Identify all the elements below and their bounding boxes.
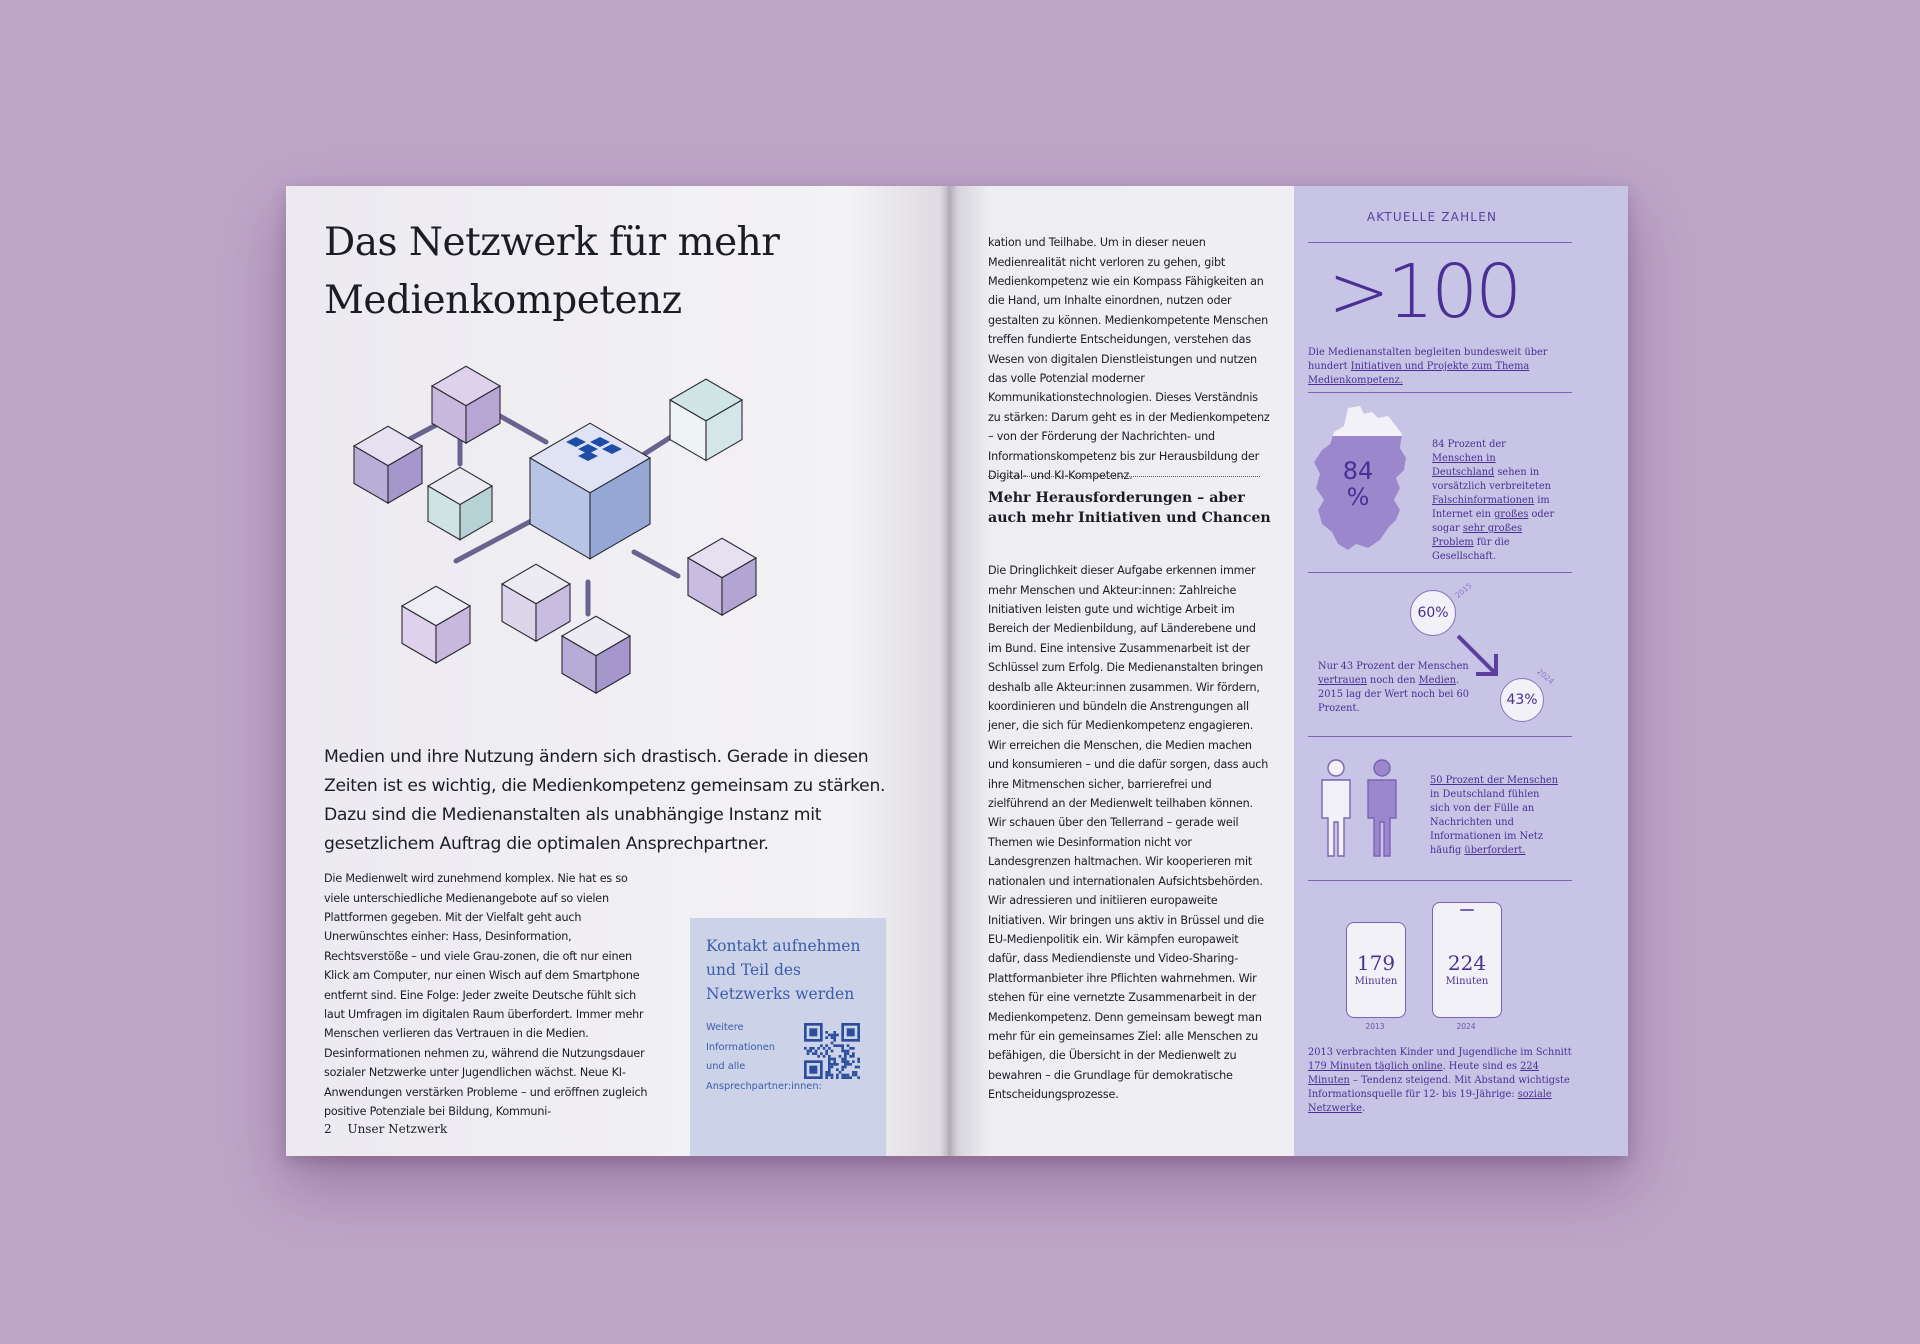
us-t1: 2013 verbrachten Kinder und Jugendliche im Schnitt — [1308, 1047, 1572, 1058]
dis-t2[interactable]: Menschen in Deutschland — [1432, 453, 1496, 478]
trust-2024-year: 2024 — [1535, 666, 1556, 687]
trust-t1: Nur 43 Prozent der Menschen — [1318, 661, 1469, 672]
cube-center — [530, 423, 650, 559]
usage-2024-year: 2024 — [1456, 1022, 1476, 1031]
page-title: Das Netzwerk für mehr Medienkompetenz — [324, 220, 780, 323]
stats-rule — [1308, 736, 1572, 737]
stats-rule — [1308, 392, 1572, 393]
cube-museum — [688, 538, 756, 615]
phone-2013 — [1346, 922, 1406, 1018]
cube-teal — [428, 467, 492, 539]
section-name: Unser Netzwerk — [347, 1122, 448, 1136]
trust-2015-year: 2015 — [1453, 580, 1474, 601]
stats-rule — [1308, 880, 1572, 881]
stats-rule — [1308, 572, 1572, 573]
disinformation-value: 84 — [1342, 457, 1374, 485]
disinformation-text — [1432, 438, 1558, 564]
left-page — [286, 186, 948, 1156]
dis-t3: sehen in vorsätzlich verbreiteten — [1432, 467, 1551, 492]
dis-t7: oder sogar — [1432, 509, 1555, 534]
dis-t8[interactable]: sehr großes Problem — [1432, 523, 1522, 548]
phone-2024 — [1432, 902, 1502, 1018]
usage-2013-unit: Minuten — [1354, 976, 1398, 987]
us-t3: . Heute sind es — [1442, 1061, 1521, 1072]
ow-t1[interactable]: 50 Prozent der Menschen — [1430, 775, 1559, 786]
stats-rule — [1308, 242, 1572, 243]
usage-2013-value: 179 — [1356, 951, 1396, 975]
cube-location — [502, 564, 570, 641]
disinformation-percentage — [1318, 458, 1398, 510]
network-cubes-illustration — [326, 346, 866, 706]
stats-panel — [1294, 186, 1628, 1156]
people-icon — [1316, 758, 1406, 858]
dis-t1: 84 Prozent der — [1432, 439, 1506, 450]
trust-text — [1318, 660, 1478, 716]
cube-map — [432, 366, 500, 443]
brochure-spread — [286, 186, 1628, 1156]
ow-t3[interactable]: überfordert. — [1464, 845, 1526, 856]
usage-text — [1308, 1046, 1582, 1116]
trust-t5: . 2015 lag der Wert noch bei 60 Prozent. — [1318, 675, 1469, 714]
trust-2015-circle: 60% — [1410, 590, 1456, 636]
stats-heading: AKTUELLE ZAHLEN — [1366, 210, 1498, 224]
initiatives-number: >100 — [1328, 249, 1520, 335]
initiatives-link[interactable]: Initiativen und Projekte zum Thema Medienkompetenz. — [1308, 361, 1530, 386]
us-t6[interactable]: soziale Netzwerke — [1308, 1089, 1552, 1114]
body-text-left: Die Medienwelt wird zunehmend komplex. Nie hat es so viele unterschiedliche Medienangebote auf so vielen Plattformen gegeben. Mit der Vielfalt geht auch Unerwünschtes einher: Hass, Desinformation, Rechtsverstöße – und viele Grau-zonen, die oft nur einen Klick am Computer, nur einen Wisch auf dem Smartphone entfernt sind. Eine Folge: Jeder zweite Deutsche fühlt sich laut Umfragen im digitalen Raum überfordert. Immer mehr Menschen verlieren das Vertrauen in die Medien. Desinformationen nehmen zu, während die Nutzungsdauer sozialer Netzwerke unter Jugendlichen wächst. Neue KI-Anwendungen verstärken Probleme – und eröffnen zugleich positive Potenziale bei Bildung, Kommuni- — [324, 872, 648, 1119]
body-text-right-bottom: Die Dringlichkeit dieser Aufgabe erkennen immer mehr Menschen und Akteur:innen: Zahlreiche Initiativen leisten gute und wichtige Arbeit im Bereich der Medienbildung, auf Länderebene und im Bund. Eine intensive Zusammenarbeit ist der Schlüssel zum Erfolg. Die Medienanstalten bringen deshalb alle Akteur:innen zusammen. Wir fördern, koordinieren und bündeln die Anstrengungen all jener, die sich für Medienkompetenz engagieren. Wir erreichen die Menschen, die Medien machen und konsumieren – und die dafür sorgen, dass auch ihre Mitmenschen sicher, barrierefrei und zielführend an der Medienwelt teilhaben können. Wir schauen über den Tellerrand – gerade weil Themen wie Desinformation nicht vor Landesgrenzen haltmachen. Wir kooperieren mit nationalen und internationalen Aufsichtsbehörden. Wir adressieren und initiieren europaweite Initiativen. Wir bringen uns aktiv in Brüssel und die EU-Medienpolitik ein. Wir kämpfen europaweit dafür, dass Mediendienste und Video-Sharing-Plattformanbieter ihre Pflichten wahrnehmen. Wir stehen für eine vernetzte Zusammenarbeit in der Medienkompetenz. Denn gemeinsam bewegt man mehr für ein gemeinsames Ziel: alle Menschen zu befähigen, die Übersicht in der Medienwelt zu bewahren – die Grundlage für demokratische Entscheidungsprozesse. — [988, 564, 1269, 1102]
page-footer — [324, 1122, 447, 1136]
contact-box — [690, 918, 886, 1156]
subheading: Mehr Herausforderungen – aber auch mehr Initiativen und Chancen — [988, 490, 1271, 526]
initiatives-text-a: Die Medienanstalten begleiten bundesweit über hundert — [1308, 347, 1548, 372]
dotted-divider — [988, 476, 1260, 477]
disinformation-unit: % — [1346, 483, 1370, 511]
page-number: 2 — [324, 1122, 332, 1136]
cube-building — [402, 586, 470, 663]
us-t7: . — [1362, 1103, 1366, 1114]
us-t4[interactable]: 224 Minuten — [1308, 1061, 1539, 1086]
lead-paragraph: Medien und ihre Nutzung ändern sich drastisch. Gerade in diesen Zeiten ist es wichtig, die Medienkompetenz gemeinsam zu stärken. Dazu sind die Medienanstalten als unabhängige Instanz mit gesetzlichem Auftrag die optimalen Ansprechpartner. — [324, 747, 886, 855]
trust-t2[interactable]: vertrauen — [1318, 675, 1367, 686]
trust-2024-circle: 43% — [1500, 678, 1544, 722]
dis-t6[interactable]: großes — [1494, 509, 1529, 520]
right-page — [948, 186, 1628, 1156]
cube-network — [562, 616, 630, 693]
usage-2013-year: 2013 — [1365, 1022, 1385, 1031]
initiatives-text — [1308, 346, 1578, 388]
overwhelmed-text — [1430, 774, 1560, 858]
usage-2024-value: 224 — [1447, 951, 1487, 975]
contact-box-title: Kontakt aufnehmen und Teil des Netzwerks werden — [706, 937, 861, 1003]
dis-t4[interactable]: Falschinformationen — [1432, 495, 1535, 506]
usage-2024-unit: Minuten — [1445, 976, 1489, 987]
us-t2[interactable]: 179 Minuten täglich online — [1308, 1061, 1443, 1072]
dis-t9: für die Gesellschaft. — [1432, 537, 1510, 562]
qr-code-icon[interactable] — [804, 1023, 860, 1079]
ow-t2: in Deutschland fühlen sich von der Fülle an Nachrichten und Informationen im Netz häufig — [1430, 789, 1544, 856]
trust-t4[interactable]: Medien — [1418, 675, 1456, 686]
body-text-right-top: kation und Teilhabe. Um in dieser neuen Medienrealität nicht verloren zu gehen, gibt Medienkompetenz wie ein Kompass Fähigkeiten an die Hand, um Inhalte einordnen, nutzen oder gestalten zu können. Medienkompetente Menschen treffen fundierte Entscheidungen, verstehen das Wesen von digitalen Dienstleistungen und nutzen das volle Potenzial moderner Kommunikationstechnologien. Dieses Verständnis zu stärken: Darum geht es in der Medienkompetenz – von der Förderung der Nachrichten- und Informationskompetenz bis zur Herausbildung der Digital- und KI-Kompetenz. — [988, 236, 1270, 483]
dis-t5: im Internet ein — [1432, 495, 1550, 520]
cube-top-right — [670, 379, 742, 460]
contact-box-text: Weitere Informationen und alle Ansprechpartner:innen: — [706, 1022, 822, 1092]
trust-t3: noch den — [1366, 675, 1419, 686]
us-t5: – Tendenz steigend. Mit Abstand wichtigste Informationsquelle für 12- bis 19-Jährige: — [1308, 1075, 1570, 1100]
